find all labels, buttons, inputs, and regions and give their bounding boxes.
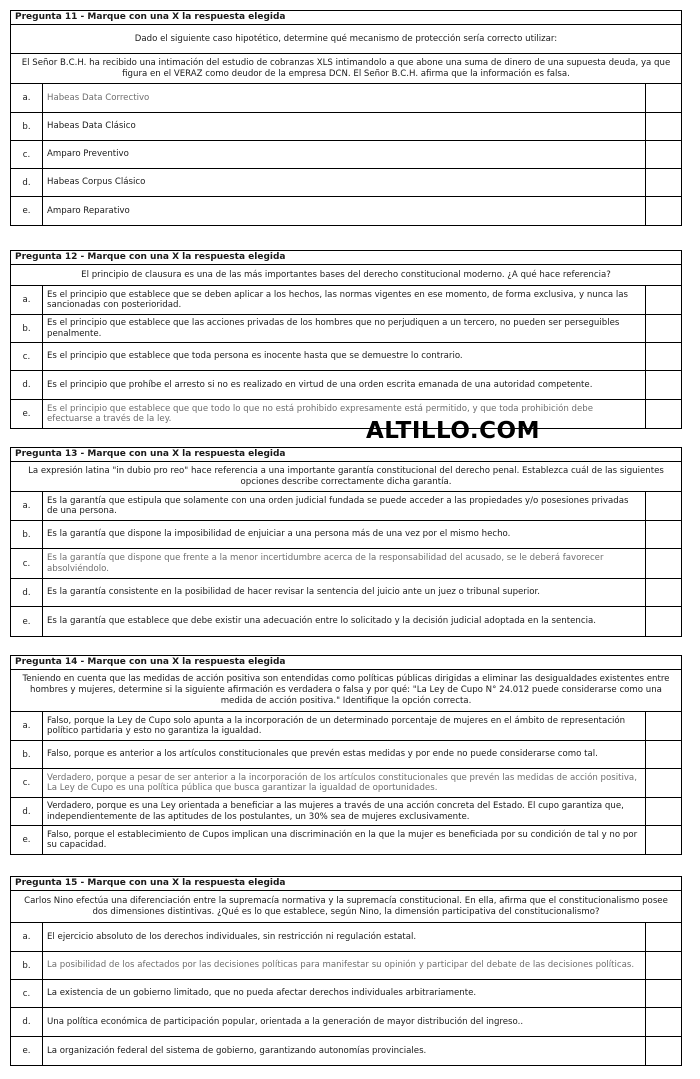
option-letter: e.	[11, 400, 43, 428]
answer-checkbox[interactable]	[646, 141, 681, 168]
option-letter: b.	[11, 315, 43, 342]
option-text: La existencia de un gobierno limitado, que no pueda afectar derechos individuales arbitrariamente.	[43, 980, 646, 1007]
option-text: Falso, porque la Ley de Cupo solo apunta a la incorporación de un determinado porcentaje de mujeres en el ámbito de representación político partidaria y esto no garantiza la igualdad.	[43, 712, 646, 740]
option-letter: d.	[11, 579, 43, 606]
option-row-c	[11, 769, 681, 798]
option-letter: b.	[11, 521, 43, 548]
question-statement: Dado el siguiente caso hipotético, determine qué mecanismo de protección sería correcto utilizar:	[11, 25, 681, 54]
answer-checkbox[interactable]	[646, 1037, 681, 1065]
option-text: Es la garantía que dispone que frente a la menor incertidumbre acerca de la responsabilidad del acusado, se le deberá favorecer absolviéndolo.	[43, 549, 646, 578]
option-letter: b.	[11, 741, 43, 768]
option-row-b	[11, 113, 681, 141]
answer-checkbox[interactable]	[646, 579, 681, 606]
option-row-a	[11, 492, 681, 521]
answer-checkbox[interactable]	[646, 1008, 681, 1036]
option-row-d	[11, 1008, 681, 1037]
option-row-d	[11, 371, 681, 400]
option-letter: a.	[11, 286, 43, 314]
answer-checkbox[interactable]	[646, 549, 681, 578]
option-row-a	[11, 286, 681, 315]
option-row-c	[11, 343, 681, 371]
option-letter: d.	[11, 169, 43, 196]
answer-checkbox[interactable]	[646, 607, 681, 636]
option-row-d	[11, 169, 681, 197]
option-row-c	[11, 980, 681, 1008]
question-12	[10, 250, 682, 429]
answer-checkbox[interactable]	[646, 197, 681, 225]
option-letter: b.	[11, 113, 43, 140]
answer-checkbox[interactable]	[646, 169, 681, 196]
question-header: Pregunta 13 - Marque con una X la respuesta elegida	[11, 448, 681, 462]
option-row-b	[11, 741, 681, 769]
option-text: Es el principio que establece que se deben aplicar a los hechos, las normas vigentes en ese momento, de forma exclusiva, y nunca las sancionadas con posterioridad.	[43, 286, 646, 314]
option-text: Verdadero, porque es una Ley orientada a beneficiar a las mujeres a través de una acción concreta del Estado. El cupo garantiza que, independientemente de las aptitudes de los postulantes, un 30% sea de mujeres exclusivamente.	[43, 798, 646, 825]
question-14	[10, 655, 682, 855]
option-letter: a.	[11, 84, 43, 112]
option-row-b	[11, 952, 681, 980]
option-text: Es el principio que prohíbe el arresto si no es realizado en virtud de una orden escrita emanada de una autoridad competente.	[43, 371, 646, 399]
option-text: La posibilidad de los afectados por las decisiones políticas para manifestar su opinión y participar del debate de las decisiones políticas.	[43, 952, 646, 979]
answer-checkbox[interactable]	[646, 826, 681, 854]
option-letter: c.	[11, 141, 43, 168]
option-letter: c.	[11, 980, 43, 1007]
option-row-d	[11, 798, 681, 826]
answer-checkbox[interactable]	[646, 113, 681, 140]
answer-checkbox[interactable]	[646, 952, 681, 979]
option-row-a	[11, 84, 681, 113]
answer-checkbox[interactable]	[646, 769, 681, 797]
option-row-c	[11, 141, 681, 169]
option-letter: a.	[11, 923, 43, 951]
option-letter: e.	[11, 607, 43, 636]
option-text: Es la garantía que dispone la imposibilidad de enjuiciar a una persona más de una vez por el mismo hecho.	[43, 521, 646, 548]
option-row-b	[11, 315, 681, 343]
option-text: Es el principio que establece que que todo lo que no está prohibido expresamente está permitido, y que toda prohibición debe efectuarse a través de la ley.	[43, 400, 646, 428]
answer-checkbox[interactable]	[646, 923, 681, 951]
option-row-d	[11, 579, 681, 607]
option-row-b	[11, 521, 681, 549]
question-11	[10, 10, 682, 226]
option-letter: e.	[11, 197, 43, 225]
option-text: Amparo Reparativo	[43, 197, 646, 225]
question-header: Pregunta 11 - Marque con una X la respuesta elegida	[11, 11, 681, 25]
option-text: Es el principio que establece que las acciones privadas de los hombres que no perjudiquen a un tercero, no pueden ser perseguibles penalmente.	[43, 315, 646, 342]
option-letter: c.	[11, 549, 43, 578]
option-letter: d.	[11, 371, 43, 399]
question-13	[10, 447, 682, 637]
option-text: Falso, porque el establecimiento de Cupos implican una discriminación en la que la mujer es beneficiada por su condición de tal y no por su capacidad.	[43, 826, 646, 854]
question-15	[10, 876, 682, 1066]
question-statement: La expresión latina "in dubio pro reo" hace referencia a una importante garantía constitucional del derecho penal. Establezca cuál de las siguientes opciones describe correctamente dicha garantía.	[11, 462, 681, 492]
answer-checkbox[interactable]	[646, 371, 681, 399]
question-header: Pregunta 15 - Marque con una X la respuesta elegida	[11, 877, 681, 891]
question-statement: Teniendo en cuenta que las medidas de acción positiva son entendidas como políticas públicas dirigidas a eliminar las desigualdades existentes entre hombres y mujeres, determine si la siguiente afirmación es verdadera o falsa y por qué: "La Ley de Cupo N° 24.012 puede considerarse como una medida de acción positiva." Identifique la opción correcta.	[11, 670, 681, 712]
question-statement: El principio de clausura es una de las más importantes bases del derecho constitucional moderno. ¿A qué hace referencia?	[11, 265, 681, 286]
option-letter: d.	[11, 798, 43, 825]
option-row-e	[11, 607, 681, 636]
watermark-text: ALTILLO.COM	[366, 418, 540, 444]
option-text: Habeas Data Clásico	[43, 113, 646, 140]
answer-checkbox[interactable]	[646, 492, 681, 520]
option-row-c	[11, 549, 681, 579]
question-header: Pregunta 12 - Marque con una X la respuesta elegida	[11, 251, 681, 265]
answer-checkbox[interactable]	[646, 798, 681, 825]
option-text: Una política económica de participación popular, orientada a la generación de mayor distribución del ingreso..	[43, 1008, 646, 1036]
option-text: La organización federal del sistema de gobierno, garantizando autonomías provinciales.	[43, 1037, 646, 1065]
option-row-e	[11, 400, 681, 428]
option-letter: d.	[11, 1008, 43, 1036]
answer-checkbox[interactable]	[646, 84, 681, 112]
option-row-a	[11, 712, 681, 741]
question-case: El Señor B.C.H. ha recibido una intimación del estudio de cobranzas XLS intimandolo a que abone una suma de dinero de una supuesta deuda, ya que figura en el VERAZ como deudor de la empresa DCN. El Señor B.C.H. afirma que la información es falsa.	[11, 54, 681, 84]
option-text: Habeas Data Correctivo	[43, 84, 646, 112]
option-text: Es la garantía que establece que debe existir una adecuación entre lo solicitado y la decisión judicial adoptada en la sentencia.	[43, 607, 646, 636]
option-letter: e.	[11, 826, 43, 854]
answer-checkbox[interactable]	[646, 521, 681, 548]
option-text: Falso, porque es anterior a los artículos constitucionales que prevén estas medidas y por ende no puede considerarse como tal.	[43, 741, 646, 768]
option-row-e	[11, 197, 681, 225]
option-letter: b.	[11, 952, 43, 979]
option-row-e	[11, 826, 681, 854]
option-text: Verdadero, porque a pesar de ser anterior a la incorporación de los artículos constitucionales que prevén las medidas de acción positiva, La Ley de Cupo es una política pública que busca garantizar la igualdad de oportunidades.	[43, 769, 646, 797]
answer-checkbox[interactable]	[646, 343, 681, 370]
option-row-a	[11, 923, 681, 952]
option-row-e	[11, 1037, 681, 1065]
option-letter: a.	[11, 492, 43, 520]
option-letter: c.	[11, 343, 43, 370]
option-text: Es el principio que establece que toda persona es inocente hasta que se demuestre lo contrario.	[43, 343, 646, 370]
option-letter: e.	[11, 1037, 43, 1065]
option-text: Habeas Corpus Clásico	[43, 169, 646, 196]
question-statement: Carlos Nino efectúa una diferenciación entre la supremacía normativa y la supremacía constitucional. En ella, afirma que el constitucionalismo posee dos dimensiones distintivas. ¿Qué es lo que establece, según Nino, la dimensión participativa del constitucionalismo?	[11, 891, 681, 923]
answer-checkbox[interactable]	[646, 980, 681, 1007]
option-letter: a.	[11, 712, 43, 740]
answer-checkbox[interactable]	[646, 400, 681, 428]
option-text: Es la garantía consistente en la posibilidad de hacer revisar la sentencia del juicio ante un juez o tribunal superior.	[43, 579, 646, 606]
answer-checkbox[interactable]	[646, 286, 681, 314]
answer-checkbox[interactable]	[646, 315, 681, 342]
option-text: El ejercicio absoluto de los derechos individuales, sin restricción ni regulación estatal.	[43, 923, 646, 951]
option-text: Amparo Preventivo	[43, 141, 646, 168]
answer-checkbox[interactable]	[646, 741, 681, 768]
option-text: Es la garantía que estipula que solamente con una orden judicial fundada se puede acceder a las propiedades y/o posesiones privadas de una persona.	[43, 492, 646, 520]
question-header: Pregunta 14 - Marque con una X la respuesta elegida	[11, 656, 681, 670]
option-letter: c.	[11, 769, 43, 797]
answer-checkbox[interactable]	[646, 712, 681, 740]
